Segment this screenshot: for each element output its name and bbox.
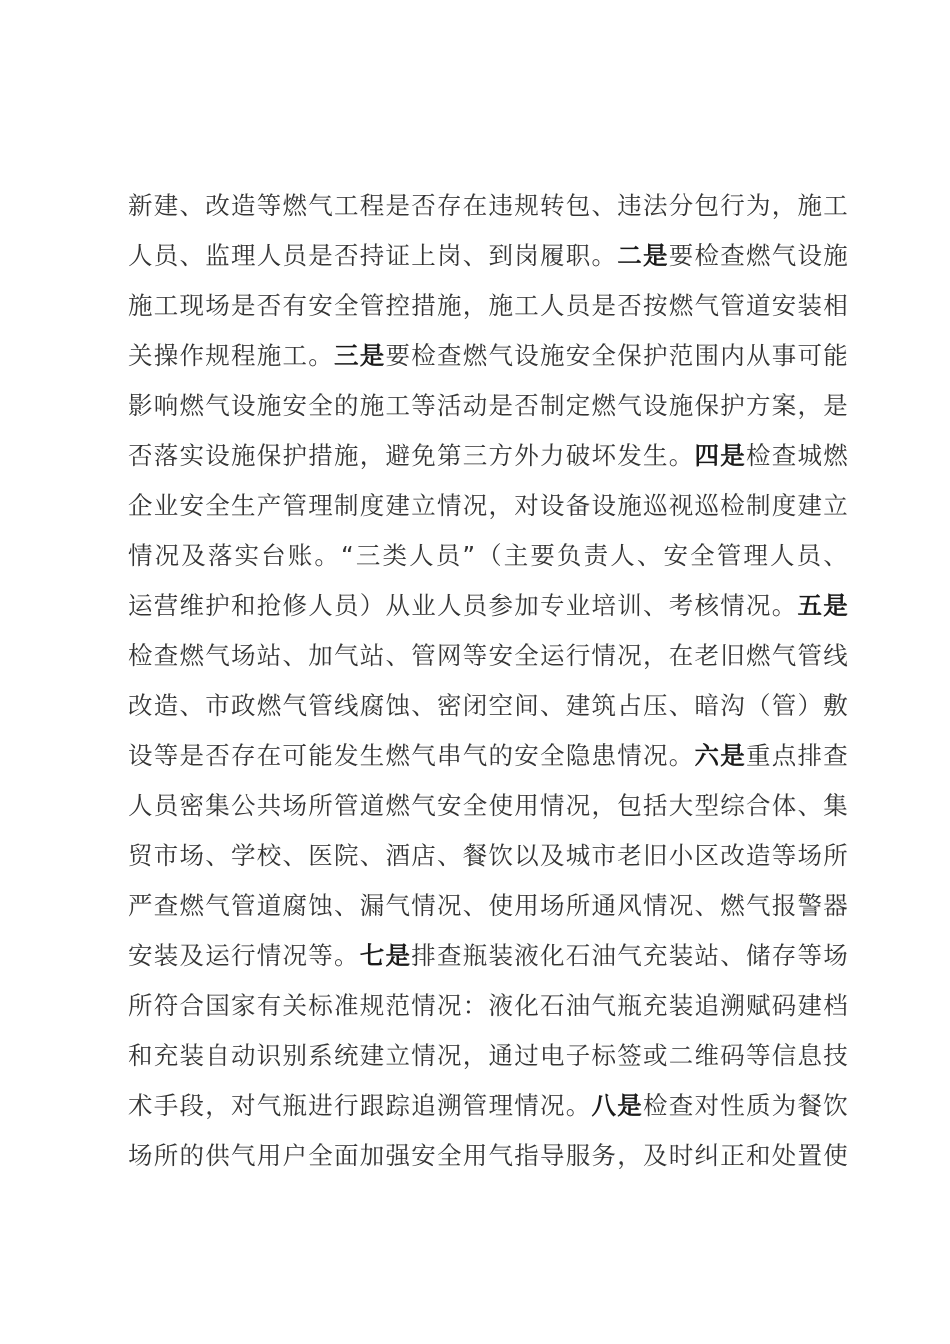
text-line: 人 员 密 集 公 共 场 所 管 道 燃 气 安 全 使 用 情 况 ， 包 括 大 型 综 合 体 、 集 — [128, 791, 848, 820]
text-line: 术 手 段 ， 对 气 瓶 进 行 跟 踪 追 溯 管 理 情 况 。 八 是 检 查 对 性 质 为 餐 饮 — [128, 1091, 848, 1120]
text-line: 施 工 现 场 是 否 有 安 全 管 控 措 施 ， 施 工 人 员 是 否 按 燃 气 管 道 安 装 相 — [128, 291, 848, 320]
text-line: 所 符 合 国 家 有 关 标 准 规 范 情 况 ： 液 化 石 油 气 瓶 充 装 追 溯 赋 码 建 档 — [128, 991, 848, 1020]
text-line: 否 落 实 设 施 保 护 措 施 ， 避 免 第 三 方 外 力 破 坏 发 生 。 四 是 检 查 城 燃 — [128, 441, 848, 470]
text-line: 和 充 装 自 动 识 别 系 统 建 立 情 况 ， 通 过 电 子 标 签 或 二 维 码 等 信 息 技 — [128, 1041, 848, 1070]
text-line: 情 况 及 落 实 台 账 。 “ 三 类 人 员 ” （ 主 要 负 责 人 、 安 全 管 理 人 员 、 — [128, 541, 848, 570]
text-line: 贸 市 场 、 学 校 、 医 院 、 酒 店 、 餐 饮 以 及 城 市 老 旧 小 区 改 造 等 场 所 — [128, 841, 848, 870]
text-line: 安 装 及 运 行 情 况 等 。 七 是 排 查 瓶 装 液 化 石 油 气 充 装 站 、 储 存 等 场 — [128, 941, 848, 970]
text-line: 场 所 的 供 气 用 户 全 面 加 强 安 全 用 气 指 导 服 务 ， 及 时 纠 正 和 处 置 使 — [128, 1141, 848, 1170]
text-line: 检 查 燃 气 场 站 、 加 气 站 、 管 网 等 安 全 运 行 情 况 ， 在 老 旧 燃 气 管 线 — [128, 641, 848, 670]
text-line: 改 造 、 市 政 燃 气 管 线 腐 蚀 、 密 闭 空 间 、 建 筑 占 压 、 暗 沟 （ 管 ） 敷 — [128, 691, 848, 720]
text-line: 人 员 、 监 理 人 员 是 否 持 证 上 岗 、 到 岗 履 职 。 二 是 要 检 查 燃 气 设 施 — [128, 241, 848, 270]
text-line: 严 查 燃 气 管 道 腐 蚀 、 漏 气 情 况 、 使 用 场 所 通 风 情 况 、 燃 气 报 警 器 — [128, 891, 848, 920]
text-line: 设 等 是 否 存 在 可 能 发 生 燃 气 串 气 的 安 全 隐 患 情 况 。 六 是 重 点 排 查 — [128, 741, 848, 770]
text-line: 影 响 燃 气 设 施 安 全 的 施 工 等 活 动 是 否 制 定 燃 气 设 施 保 护 方 案 ， 是 — [128, 391, 848, 420]
text-line: 运 营 维 护 和 抢 修 人 员 ） 从 业 人 员 参 加 专 业 培 训 、 考 核 情 况 。 五 是 — [128, 591, 848, 620]
body-paragraph — [128, 181, 848, 1181]
text-line: 企 业 安 全 生 产 管 理 制 度 建 立 情 况 ， 对 设 备 设 施 巡 视 巡 检 制 度 建 立 — [128, 491, 848, 520]
text-line: 新 建 、 改 造 等 燃 气 工 程 是 否 存 在 违 规 转 包 、 违 法 分 包 行 为 ， 施 工 — [128, 191, 848, 220]
text-line: 关 操 作 规 程 施 工 。 三 是 要 检 查 燃 气 设 施 安 全 保 护 范 围 内 从 事 可 能 — [128, 341, 848, 370]
